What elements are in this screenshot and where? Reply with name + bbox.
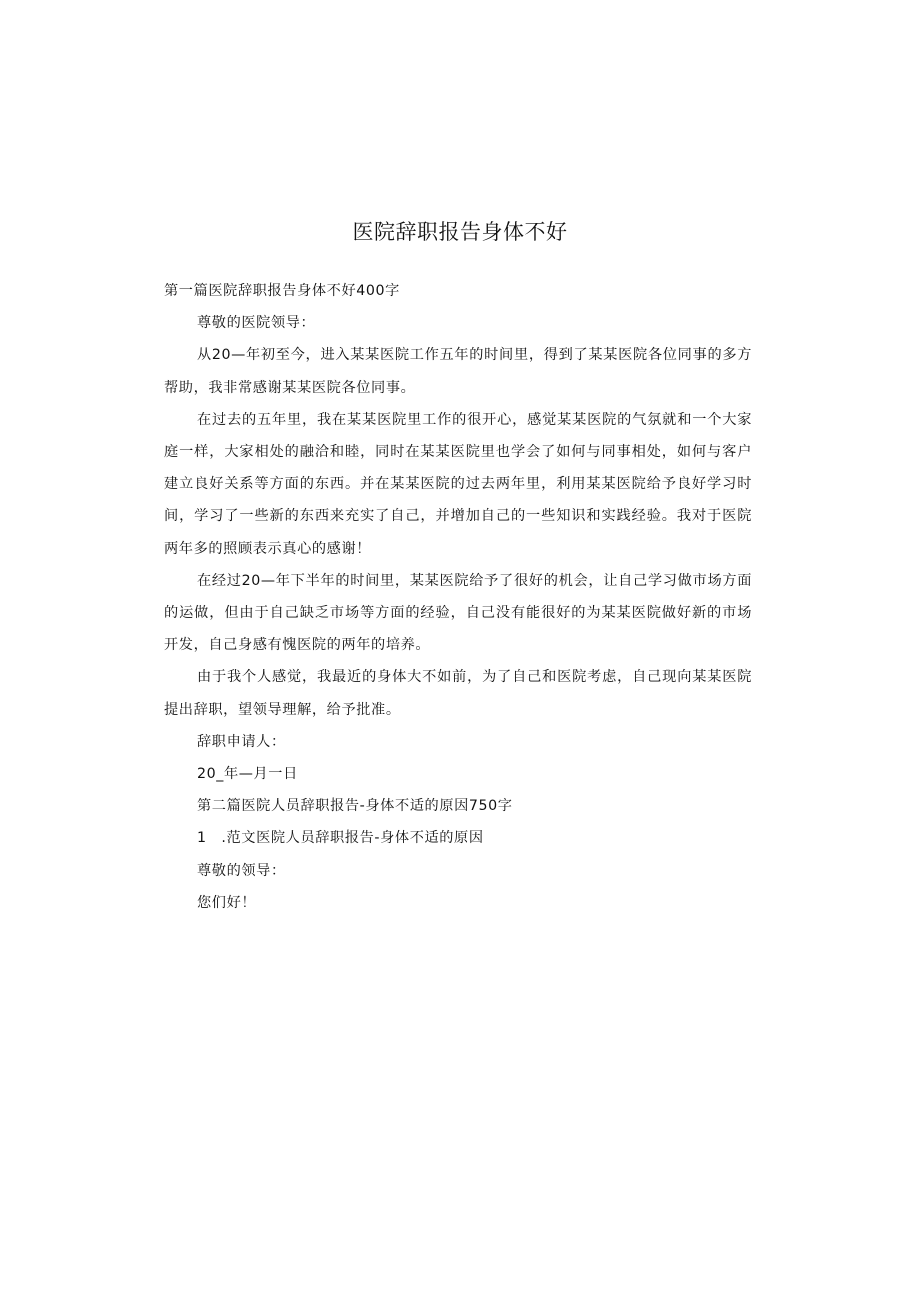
salutation: 尊敬的领导：: [197, 862, 286, 879]
section-heading-2: 第二篇医院人员辞职报告-身体不适的原因750字: [197, 798, 513, 815]
greeting: 您们好！: [197, 894, 257, 911]
document-body: [164, 275, 752, 919]
body-paragraph: 从20—年初至今，进入某某医院工作五年的时间里，得到了某某医院各位同事的多方帮助，我非常感谢某某医院各位同事。: [164, 347, 752, 396]
body-paragraph: 由于我个人感觉，我最近的身体大不如前，为了自己和医院考虑，自己现向某某医院提出辞职，望领导理解，给予批准。: [164, 669, 752, 718]
body-paragraph: 在过去的五年里，我在某某医院里工作的很开心，感觉某某医院的气氛就和一个大家庭一样，大家相处的融洽和睦，同时在某某医院里也学会了如何与同事相处，如何与客户建立良好关系等方面的东西。并在某某医院的过去两年里，利用某某医院给予良好学习时间，学习了一些新的东西来充实了自己，并增加自己的一些知识和实践经验。我对于医院两年多的照顾表示真心的感谢！: [164, 411, 752, 557]
section-heading-1: 第一篇医院辞职报告身体不好400字: [164, 283, 400, 299]
date-line: 20_年—月一日: [197, 766, 298, 783]
signature-label: 辞职申请人：: [197, 733, 286, 750]
list-item: 1 .范文医院人员辞职报告-身体不适的原因: [197, 830, 484, 847]
body-paragraph: 在经过20—年下半年的时间里，某某医院给予了很好的机会，让自己学习做市场方面的运做，但由于自己缺乏市场等方面的经验，自己没有能很好的为某某医院做好新的市场开发，自己身感有愧医院的两年的培养。: [164, 572, 752, 654]
document-title: 医院辞职报告身体不好: [352, 220, 568, 244]
salutation: 尊敬的医院领导：: [197, 315, 316, 332]
